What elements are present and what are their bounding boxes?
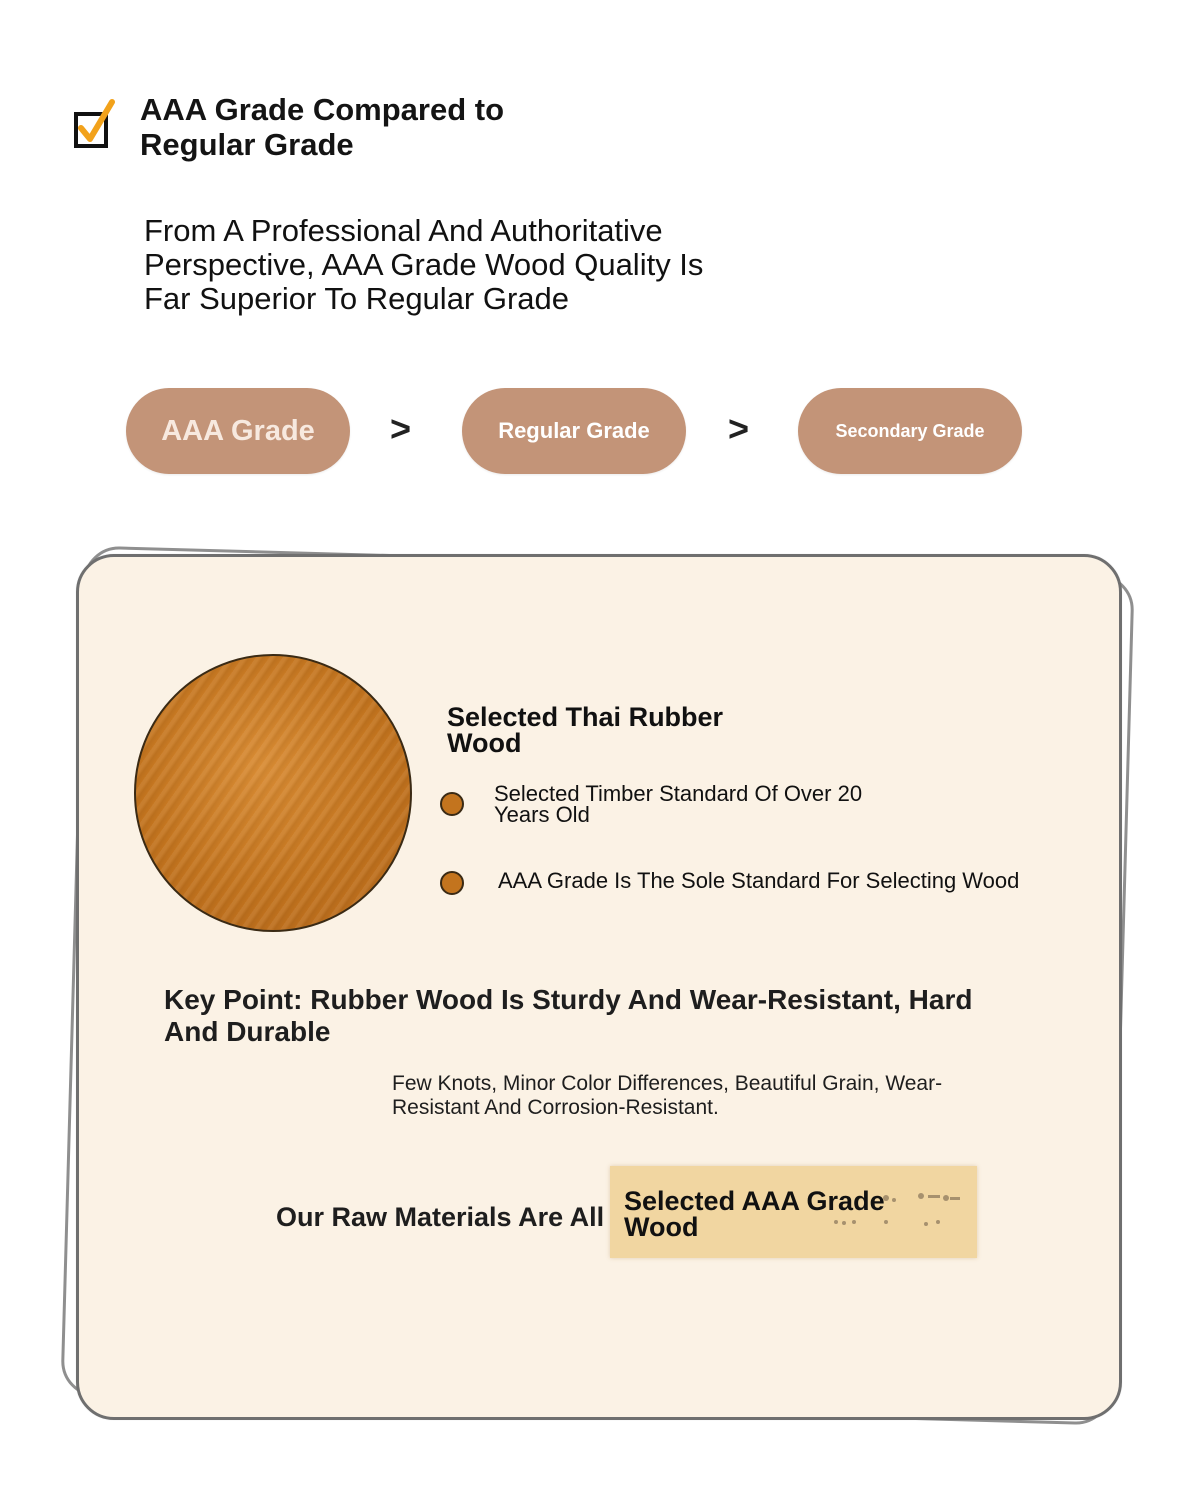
greater-than-separator: > bbox=[728, 408, 750, 449]
grade-pill-secondary: Secondary Grade bbox=[798, 388, 1022, 474]
greater-than-separator: > bbox=[390, 408, 412, 449]
page-title: AAA Grade Compared to Regular Grade bbox=[140, 92, 505, 162]
bullet-dot-icon bbox=[440, 792, 464, 816]
grade-pill-regular: Regular Grade bbox=[462, 388, 686, 474]
bullet-text: Selected Timber Standard Of Over 20 Years Old bbox=[494, 781, 863, 827]
feature-description: Few Knots, Minor Color Differences, Beautiful Grain, Wear-Resistant And Corrosion-Resistant. bbox=[392, 1072, 943, 1119]
bullet-dot-icon bbox=[440, 871, 464, 895]
section-title: Selected Thai Rubber Wood bbox=[447, 702, 724, 758]
page-subtitle: From A Professional And Authoritative Perspective, AAA Grade Wood Quality Is Far Superior To Regular Grade bbox=[144, 213, 704, 316]
checkbox-check-icon bbox=[72, 96, 118, 156]
wood-sample-image bbox=[134, 654, 412, 932]
grade-pill-aaa: AAA Grade bbox=[126, 388, 350, 474]
header bbox=[72, 92, 560, 162]
highlight-text: Selected AAA Grade Wood bbox=[624, 1186, 885, 1242]
raw-materials-label: Our Raw Materials Are All bbox=[276, 1202, 605, 1232]
key-point-heading: Key Point: Rubber Wood Is Sturdy And Wear-Resistant, Hard And Durable bbox=[164, 984, 973, 1047]
bullet-text: AAA Grade Is The Sole Standard For Selecting Wood bbox=[498, 868, 1020, 893]
